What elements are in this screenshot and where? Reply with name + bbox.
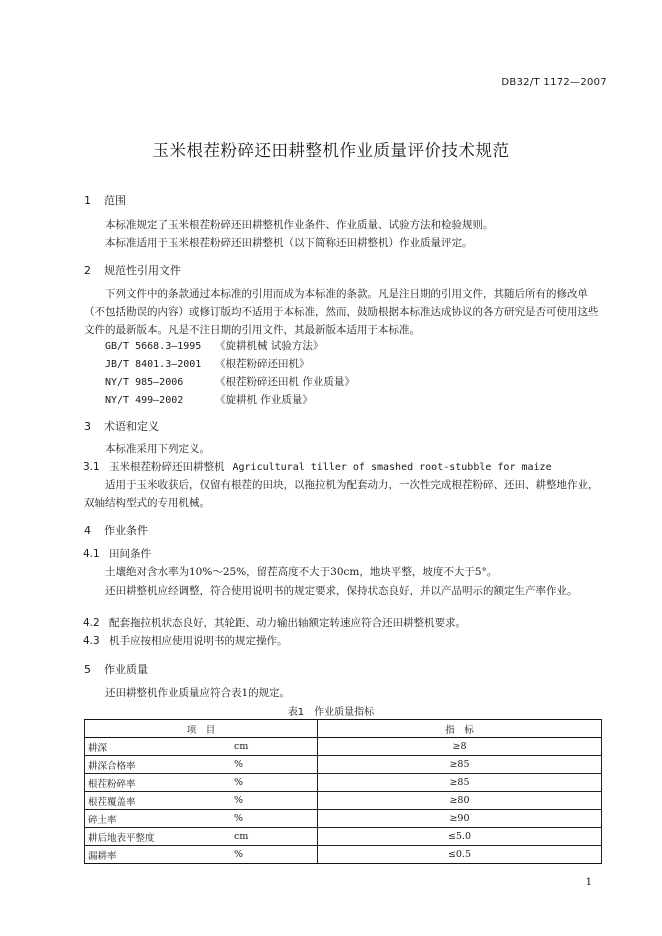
section-title: 作业质量 (104, 663, 148, 676)
subsection-4-1-para-2: 还田耕整机应经调整，符合使用说明书的规定要求，保持状态良好，并以产品明示的额定生产率作业。 (105, 585, 578, 597)
reference-item (105, 391, 313, 410)
section-3-intro: 本标准采用下列定义。 (105, 443, 210, 455)
section-3-heading (84, 418, 159, 434)
row-item: 碎土率 (85, 810, 232, 828)
subsection-number: 4.2 (83, 617, 100, 629)
row-value: ≤5.0 (318, 828, 602, 846)
row-value: ≥80 (318, 792, 602, 810)
subsection-4-1-para-1: 土壤绝对含水率为10%～25%，留茬高度不大于30cm，地块平整，坡度不大于5°。 (105, 566, 498, 578)
row-item: 根茬粉碎率 (85, 774, 232, 792)
reference-item (105, 373, 355, 392)
subsection-number: 4.3 (83, 635, 100, 647)
section-title: 规范性引用文件 (104, 264, 181, 277)
row-unit: % (231, 774, 318, 792)
section-4-heading (84, 522, 148, 538)
row-item: 漏耕率 (85, 846, 232, 864)
table-row (85, 756, 602, 774)
subsection-text: 配套拖拉机状态良好，其轮距、动力输出轴额定转速应符合还田耕整机要求。 (109, 617, 466, 629)
section-number: 5 (84, 663, 91, 676)
section-number: 1 (84, 194, 91, 207)
document-title: 玉米根茬粉碎还田耕整机作业质量评价技术规范 (152, 141, 510, 160)
row-unit: % (231, 846, 318, 864)
row-item: 耕深 (85, 738, 232, 756)
row-value: ≥90 (318, 810, 602, 828)
reference-id: GB/T 5668.3—1995 (105, 341, 202, 352)
section-1-para-2: 本标准适用于玉米根茬粉碎还田耕整机（以下简称还田耕整机）作业质量评定。 (105, 237, 473, 249)
subsection-4-1 (83, 545, 151, 563)
reference-name: 《根茬粉碎还田机 作业质量》 (215, 376, 355, 388)
row-unit: cm (231, 738, 318, 756)
row-unit: cm (231, 828, 318, 846)
table-header-row (85, 720, 602, 738)
subsection-title: 田间条件 (109, 548, 151, 560)
section-5-intro: 还田耕整机作业质量应符合表1的规定。 (105, 687, 291, 699)
reference-id: JB/T 8401.3—2001 (105, 359, 202, 370)
row-item: 根茬覆盖率 (85, 792, 232, 810)
section-2-heading (84, 262, 181, 278)
page-number: 1 (585, 877, 592, 888)
row-item: 耕后地表平整度 (85, 828, 232, 846)
header-index: 指 标 (318, 720, 602, 738)
subsection-text: 机手应按相应使用说明书的规定操作。 (109, 635, 288, 647)
term-english: Agricultural tiller of smashed root-stubble for maize (232, 462, 552, 473)
term-chinese: 玉米根茬粉碎还田耕整机 (109, 461, 225, 473)
section-1-para-1: 本标准规定了玉米根茬粉碎还田耕整机作业条件、作业质量、试验方法和检验规则。 (105, 219, 494, 231)
quality-index-table (84, 719, 602, 864)
section-5-heading (84, 661, 148, 677)
term-definition: 适用于玉米收获后，仅留有根茬的田块，以拖拉机为配套动力，一次性完成根茬粉碎、还田、耕整地作业，双轴结构型式的专用机械。 (84, 479, 599, 509)
section-number: 4 (84, 524, 91, 537)
section-1-heading (84, 192, 126, 208)
reference-name: 《根茬粉碎还田机》 (215, 358, 310, 370)
subsection-4-2 (83, 614, 466, 632)
table-caption: 表1 作业质量指标 (287, 707, 375, 718)
standard-code: DB32/T 1172—2007 (501, 77, 607, 88)
section-title: 范围 (104, 194, 126, 207)
row-value: ≤0.5 (318, 846, 602, 864)
table-row (85, 828, 602, 846)
term-number: 3.1 (83, 461, 100, 473)
section-title: 术语和定义 (104, 420, 159, 433)
term-3-1 (83, 458, 552, 477)
reference-item (105, 355, 310, 374)
header-item: 项 目 (85, 720, 318, 738)
reference-item (105, 337, 323, 356)
section-2-intro: 下列文件中的条款通过本标准的引用而成为本标准的条款。凡是注日期的引用文件，其随后所有的修改单（不包括勘误的内容）或修订版均不适用于本标准，然而，鼓励根据本标准达成协议的各方研究是否可使用这些文件的最新版本。凡是不注日期的引用文件，其最新版本适用于本标准。 (84, 288, 599, 336)
row-value: ≥85 (318, 774, 602, 792)
row-unit: % (231, 810, 318, 828)
subsection-number: 4.1 (83, 548, 100, 560)
reference-id: NY/T 499—2002 (105, 395, 184, 406)
section-title: 作业条件 (104, 524, 148, 537)
table-row (85, 792, 602, 810)
row-value: ≥8 (318, 738, 602, 756)
row-unit: % (231, 756, 318, 774)
table-row (85, 810, 602, 828)
table-row (85, 738, 602, 756)
table-row (85, 774, 602, 792)
section-number: 3 (84, 420, 91, 433)
reference-name: 《旋耕机 作业质量》 (215, 394, 313, 406)
reference-id: NY/T 985—2006 (105, 377, 184, 388)
row-unit: % (231, 792, 318, 810)
subsection-4-3 (83, 632, 288, 650)
reference-name: 《旋耕机械 试验方法》 (215, 340, 324, 352)
row-value: ≥85 (318, 756, 602, 774)
section-number: 2 (84, 264, 91, 277)
row-item: 耕深合格率 (85, 756, 232, 774)
table-row (85, 846, 602, 864)
